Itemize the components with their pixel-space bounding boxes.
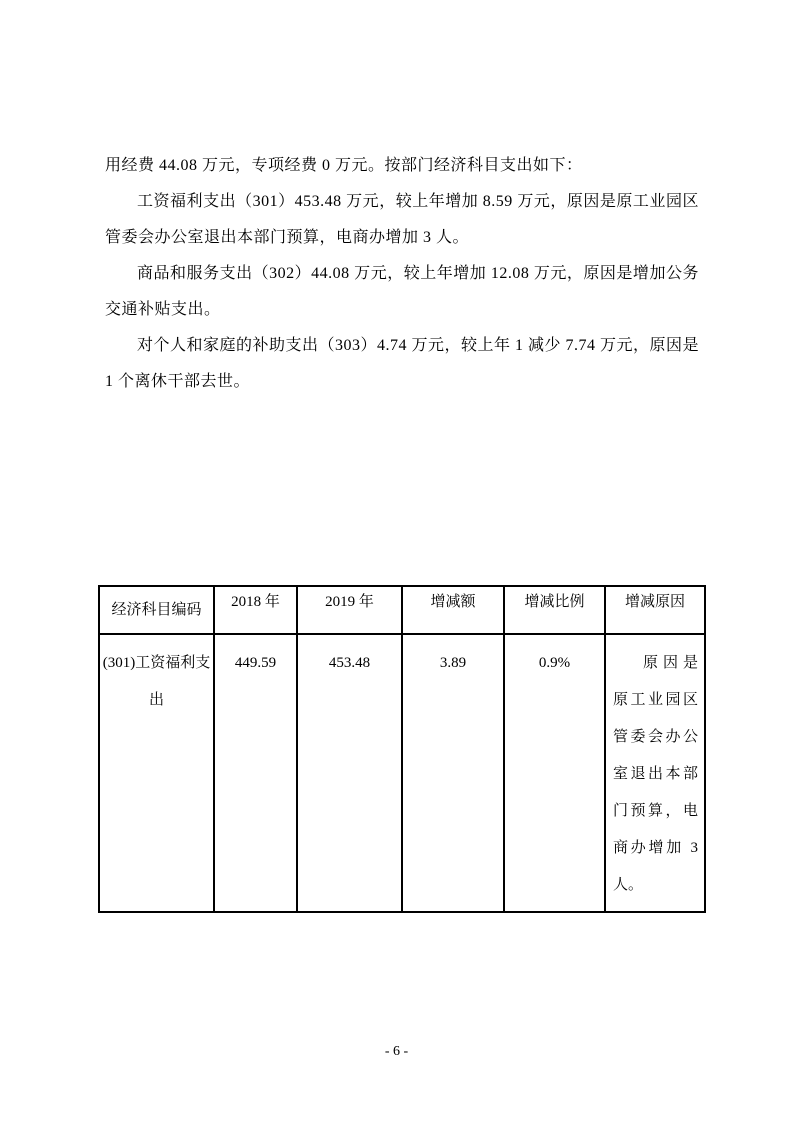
cell-change-amount: 3.89 xyxy=(402,634,504,912)
table-header-year-2018: 2018 年 xyxy=(214,586,297,634)
table-header-row xyxy=(99,586,705,634)
cell-economic-code: (301)工资福利支出 xyxy=(99,634,214,912)
body-paragraph-1: 用经费 44.08 万元，专项经费 0 万元。按部门经济科目支出如下： xyxy=(105,157,583,174)
document-body xyxy=(105,148,699,400)
table-header-change-amount: 增减额 xyxy=(402,586,504,634)
table-row xyxy=(99,634,705,912)
table-header-economic-code: 经济科目编码 xyxy=(99,586,214,634)
table-header-change-reason: 增减原因 xyxy=(605,586,705,634)
page-number: - 6 - xyxy=(384,1044,409,1059)
economic-subject-comparison-table xyxy=(98,585,706,913)
table-header-change-ratio: 增减比例 xyxy=(504,586,605,634)
body-paragraph-3: 商品和服务支出（302）44.08 万元，较上年增加 12.08 万元，原因是增加公务交通补贴支出。 xyxy=(105,265,699,318)
body-paragraph-4: 对个人和家庭的补助支出（303）4.74 万元，较上年 1 减少 7.74 万元，原因是 1 个离休干部去世。 xyxy=(105,337,700,390)
cell-change-reason: 原因是原工业园区管委会办公室退出本部门预算，电商办增加 3 人。 xyxy=(605,634,705,912)
cell-2019-value: 453.48 xyxy=(297,634,402,912)
body-paragraph-2: 工资福利支出（301）453.48 万元，较上年增加 8.59 万元，原因是原工业园区管委会办公室退出本部门预算，电商办增加 3 人。 xyxy=(105,193,699,246)
cell-2018-value: 449.59 xyxy=(214,634,297,912)
table-header-year-2019: 2019 年 xyxy=(297,586,402,634)
cell-change-ratio: 0.9% xyxy=(504,634,605,912)
